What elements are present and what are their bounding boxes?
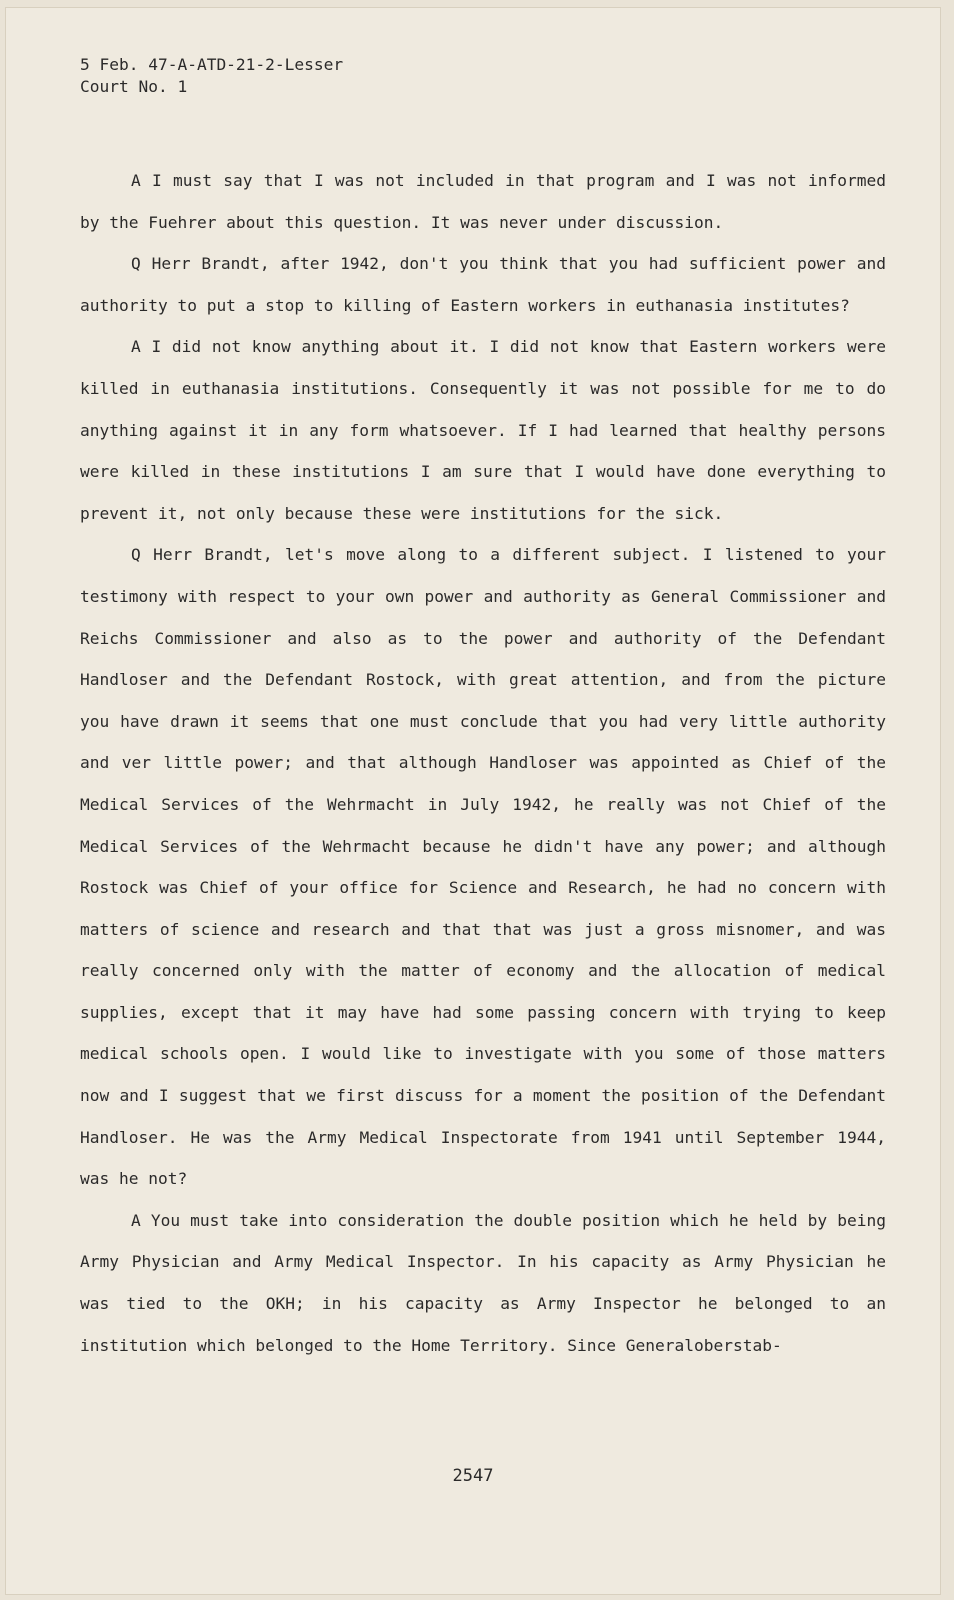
testimony-paragraph-3: A I did not know anything about it. I did not know that Eastern workers were killed in euthanasia institutions. Consequently it was not possible for me to do anything against it in any form whatsoever. If I had learned that healthy persons were killed in these institutions I am sure that I would have done everything to prevent it, not only because these were institutions for the sick. [80,337,886,523]
document-body [80,54,886,1366]
testimony-paragraph-5: A You must take into consideration the double position which he held by being Army Physician and Army Medical Inspector. In his capacity as Army Physician he was tied to the OKH; in his capacity as Army Inspector he belonged to an institution which belonged to the Home Territory. Since Generaloberstab- [80,1210,886,1355]
document-page [6,8,940,1594]
header-court: Court No. 1 [80,77,188,96]
testimony-paragraph-2: Q Herr Brandt, after 1942, don't you think that you had sufficient power and authority to put a stop to killing of Eastern workers in euthanasia institutes? [80,254,886,315]
testimony-paragraph-4: Q Herr Brandt, let's move along to a different subject. I listened to your testimony with respect to your own power and authority as General Commissioner and Reichs Commissioner and also as to the power and authority of the Defendant Handloser and the Defendant Rostock, with great attention, and from the picture you have drawn it seems that one must conclude that you had very little authority and ver little power; and that although Handloser was appointed as Chief of the Medical Services of the Wehrmacht in July 1942, he really was not Chief of the Medical Services of the Wehrmacht because he didn't have any power; and although Rostock was Chief of your office for Science and Research, he had no concern with matters of science and research and that that was just a gross misnomer, and was really concerned only with the matter of economy and the allocation of medical supplies, except that it may have had some passing concern with trying to keep medical schools open. I would like to investigate with you some of those matters now and I suggest that we first discuss for a moment the position of the Defendant Handloser. He was the Army Medical Inspectorate from 1941 until September 1944, was he not? [80,545,886,1189]
document-header [80,54,886,98]
header-reference: 5 Feb. 47-A-ATD-21-2-Lesser [80,55,344,74]
page-number: 2547 [452,1466,494,1486]
testimony-paragraph-1: A I must say that I was not included in that program and I was not informed by the Fuehrer about this question. It was never under discussion. [80,171,886,232]
